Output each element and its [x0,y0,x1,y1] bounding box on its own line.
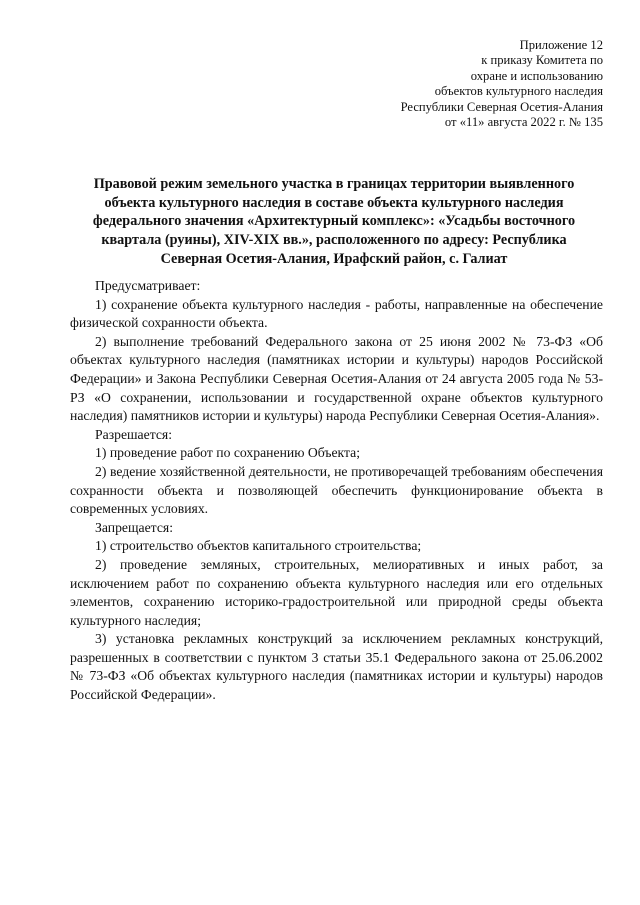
provides-heading: Предусматривает: [95,278,201,293]
title-line: федерального значения «Архитектурный комплекс»: «Усадьбы восточного [92,213,576,230]
forbidden-heading: Запрещается: [95,519,174,535]
appendix-line: объектов культурного наследия [434,84,603,99]
appendix-line: Республики Северная Осетия-Алания [400,99,603,114]
document-body [70,277,603,705]
document-title [60,175,608,269]
appendix-header [283,38,603,130]
provides-item: 1) сохранение объекта культурного наследия - работы, направленные на обеспечение физической сохранности объекта. [70,296,603,331]
appendix-line: от «11» августа 2022 г. № 135 [444,115,603,130]
title-line: Правовой режим земельного участка в границах территории выявленного [93,176,575,192]
allowed-heading: Разрешается: [95,426,173,442]
forbidden-item: 1) строительство объектов капитального строительства; [95,538,422,554]
appendix-line: к приказу Комитета по [481,53,603,68]
forbidden-item: 3) установка рекламных конструкций за исключением рекламных конструкций, разрешенных в соответствии с пунктом 3 статьи 35.1 Федерального закона от 25.06.2002 № 73-ФЗ «Об объектах культурного наследия (памятниках истории и культуры) народов Российской Федерации». [70,631,603,703]
title-line: Северная Осетия-Алания, Ирафский район, с. Галиат [160,250,508,267]
appendix-line: Приложение 12 [519,38,603,52]
title-line: объекта культурного наследия в составе объекта культурного наследия [104,194,564,211]
forbidden-item: 2) проведение земляных, строительных, мелиоративных и иных работ, за исключением работ по сохранению объекта культурного наследия или его отдельных элементов, сохранению историко-градостроительной или природной среды объекта культурного наследия; [70,556,603,628]
title-line: квартала (руины), XIV-XIX вв.», расположенного по адресу: Республика [101,232,567,249]
provides-item: 2) выполнение требований Федерального закона от 25 июня 2002 № 73-ФЗ «Об объектах культурного наследия (памятниках истории и культуры) народов Российской Федерации» и Закона Республики Северная Осетия-Алания от 24 августа 2005 года № 53-РЗ «О сохранении, использовании и государственной охране объектов культурного наследия) памятников истории и культуры) народа Республики Северная Осетия-Алания». [70,333,603,424]
appendix-line: охране и использованию [470,68,603,83]
allowed-item: 2) ведение хозяйственной деятельности, не противоречащей требованиям обеспечения сохранности объекта и позволяющей обеспечить функционирование объекта в современных условиях. [70,463,603,517]
allowed-item: 1) проведение работ по сохранению Объекта; [95,445,361,461]
